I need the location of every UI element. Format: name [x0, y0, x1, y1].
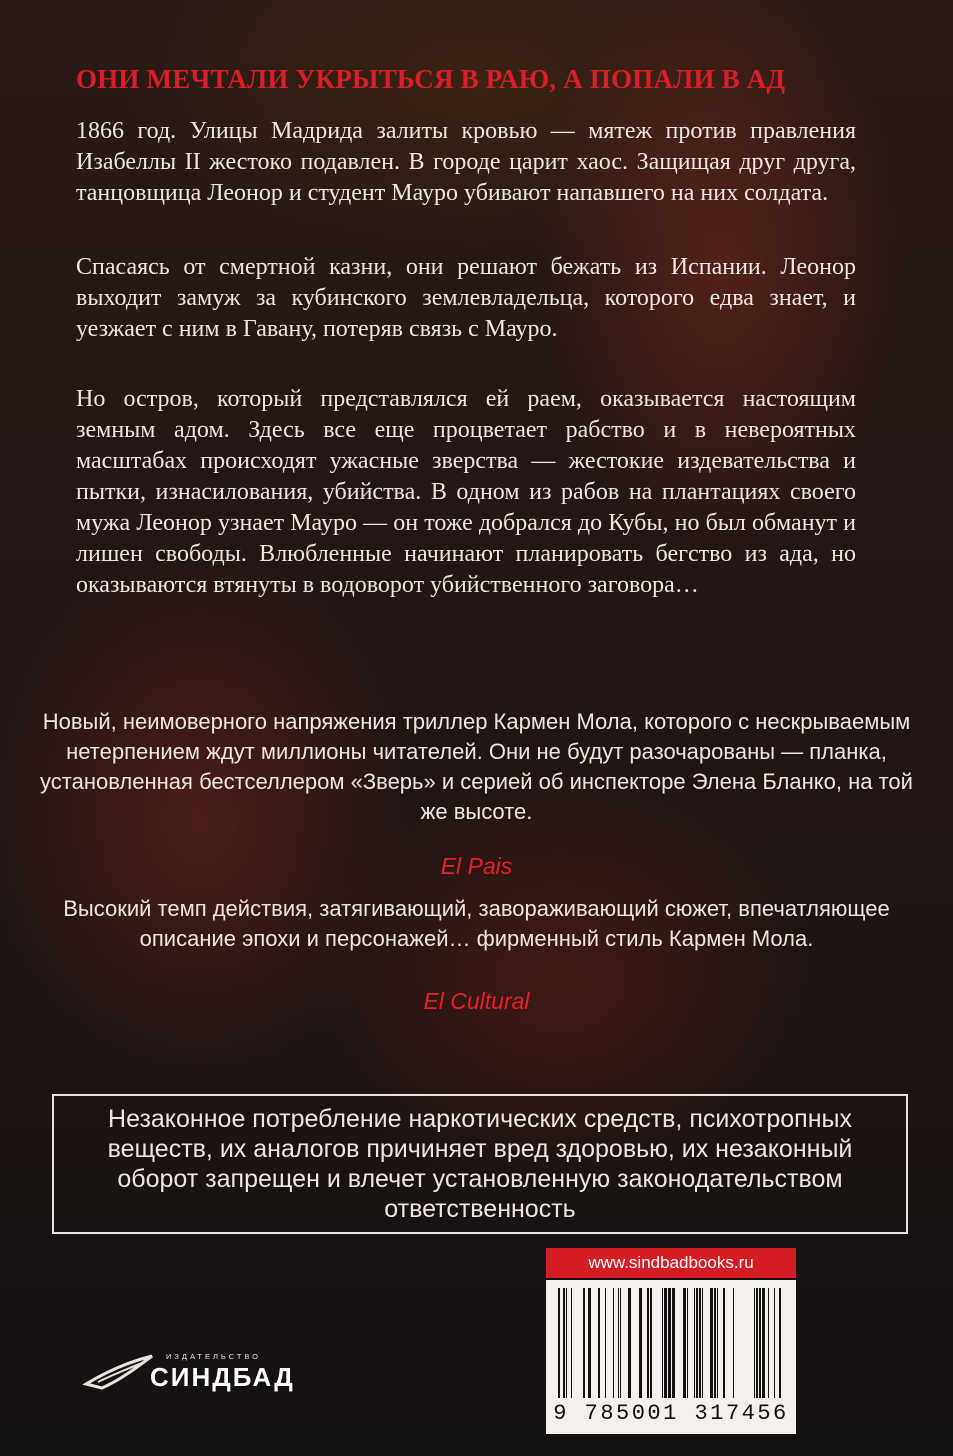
- publisher-logo: [80, 1338, 340, 1408]
- health-warning-text: Незаконное потребление наркотических средств, психотропных веществ, их аналогов причиняет вред здоровью, их незаконный оборот запрещен и влечет установленную законодательством ответственность: [107, 1105, 853, 1223]
- barcode-icon: [554, 1288, 788, 1398]
- annotation-paragraph-1: 1866 год. Улицы Мадрида залиты кровью — мятеж против правления Изабеллы II жестоко подавлен. В городе царит хаос. Защищая друг друга, танцовщица Леонор и студент Мауро убивают напавшего на них солдата.: [76, 118, 856, 206]
- sail-logo-icon: [80, 1338, 160, 1398]
- review-quote-1: Новый, неимоверного напряжения триллер Кармен Мола, которого с нескрываемым нетерпением ждут миллионы читателей. Они не будут разочарованы — планка, установленная бестселлером «Зверь» и серией об инспекторе Элена Бланко, на той же высоте.: [40, 709, 913, 824]
- review-source-2: El Cultural: [423, 988, 530, 1014]
- isbn-barcode: [546, 1280, 796, 1434]
- annotation-paragraph-3: Но остров, который представлялся ей раем, оказывается настоящим земным адом. Здесь все еще процветает рабство и в невероятных масштабах происходят ужасные зверства — жестокие издевательства и пытки, изнасилования, убийства. В одном из рабов на плантациях своего мужа Леонор узнает Мауро — он тоже добрался до Кубы, но был обманут и лишен свободы. Влюбленные начинают планировать бегство из ада, но оказываются втянуты в водоворот убийственного заговора…: [76, 386, 856, 598]
- website-badge[interactable]: [546, 1248, 796, 1278]
- cover-headline: ОНИ МЕЧТАЛИ УКРЫТЬСЯ В РАЮ, А ПОПАЛИ В АД: [76, 64, 786, 94]
- website-url[interactable]: www.sindbadbooks.ru: [588, 1253, 754, 1272]
- isbn-number: 9 785001 317456: [553, 1401, 789, 1426]
- annotation-paragraph-2: Спасаясь от смертной казни, они решают бежать из Испании. Леонор выходит замуж за кубинского землевладельца, которого едва знает, и уезжает с ним в Гавану, потеряв связь с Мауро.: [76, 254, 856, 342]
- publisher-name: СИНДБАД: [150, 1362, 295, 1392]
- publisher-caption: ИЗДАТЕЛЬСТВО: [166, 1352, 262, 1361]
- review-source-1: El Pais: [440, 853, 513, 879]
- review-quote-2: Высокий темп действия, затягивающий, завораживающий сюжет, впечатляющее описание эпохи и персонажей… фирменный стиль Кармен Мола.: [63, 896, 890, 951]
- health-warning-box: [52, 1094, 908, 1234]
